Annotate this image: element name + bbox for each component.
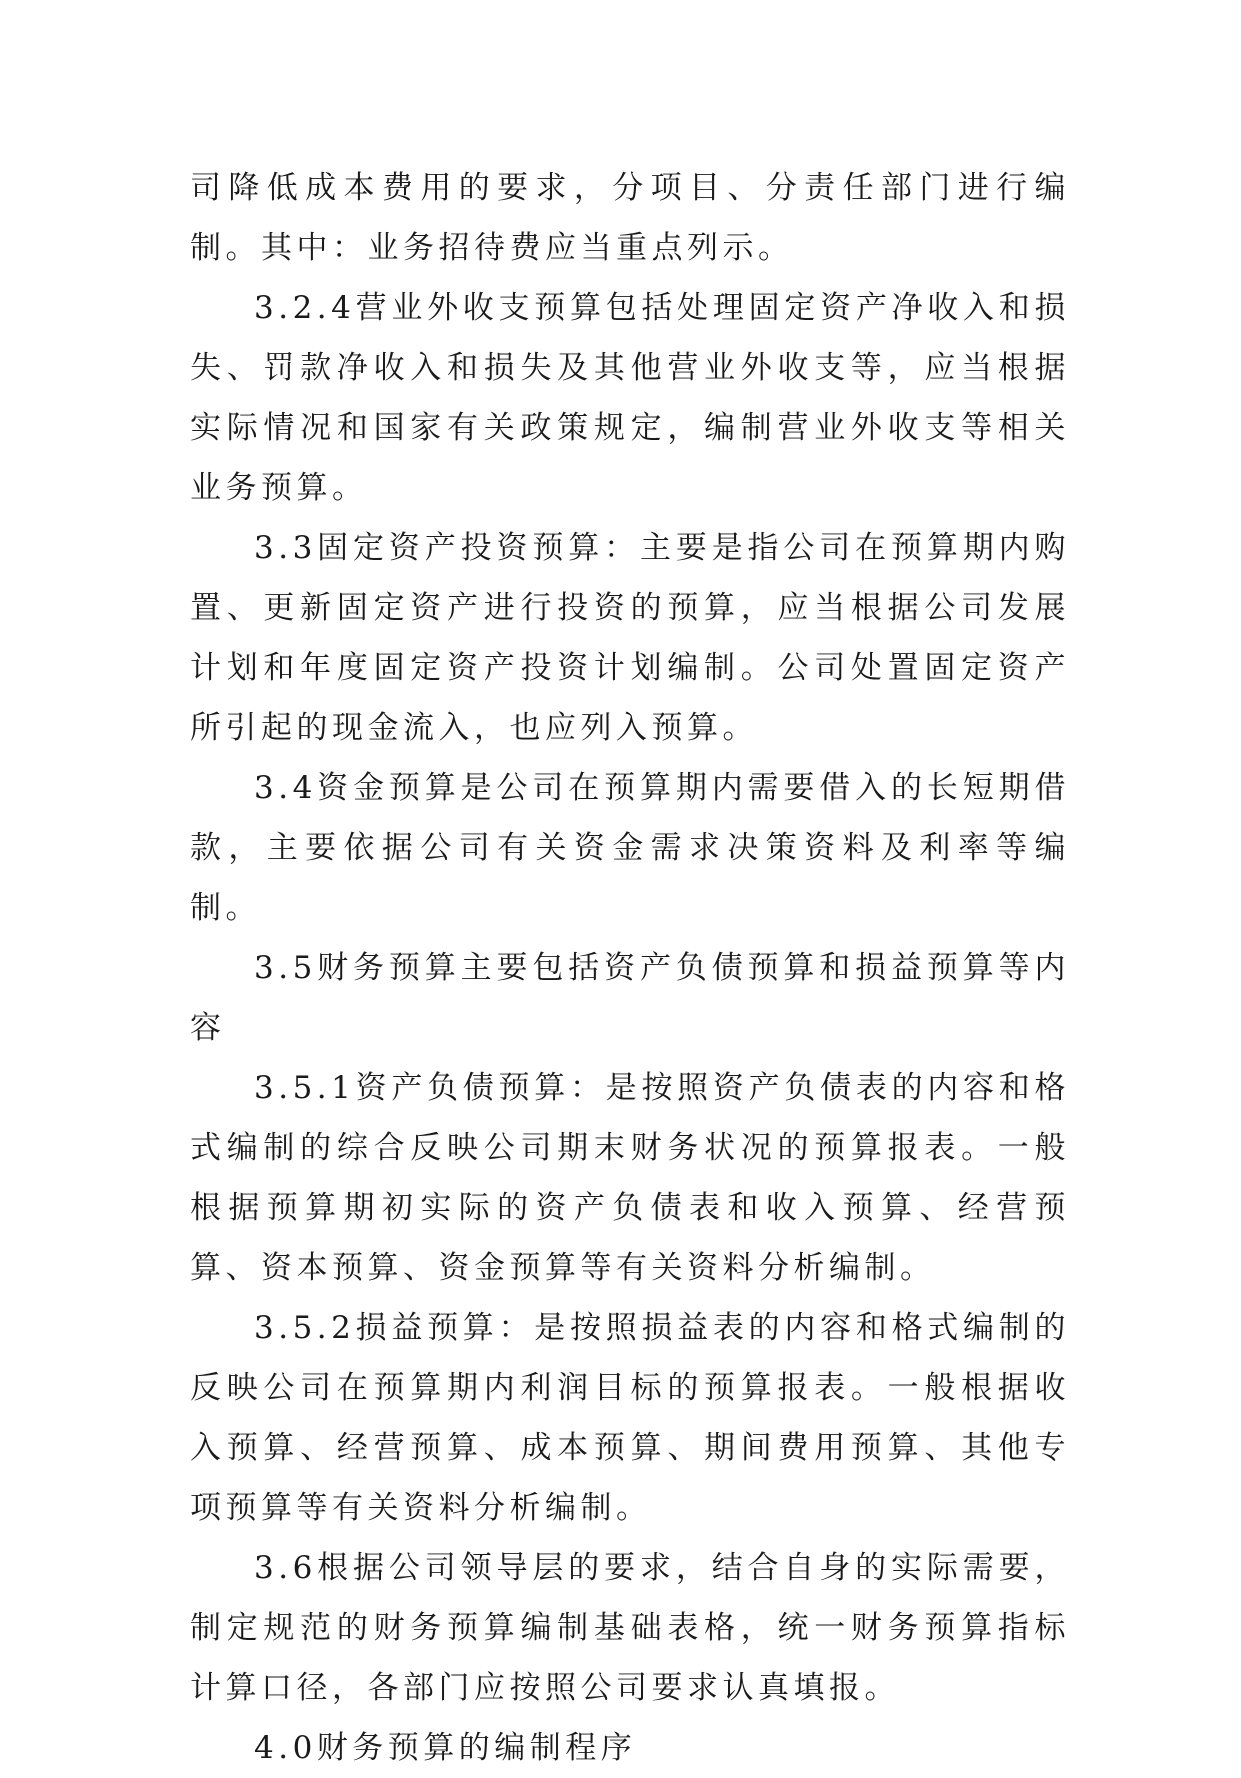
paragraph-3-5: 3.5财务预算主要包括资产负债预算和损益预算等内容 xyxy=(190,950,1070,1046)
paragraph-3-4: 3.4资金预算是公司在预算期内需要借入的长短期借款，主要依据公司有关资金需求决策资料及利率等编制。 xyxy=(190,770,1070,926)
paragraph-3-5-1: 3.5.1资产负债预算：是按照资产负债表的内容和格式编制的综合反映公司期末财务状况的预算报表。一般根据预算期初实际的资产负债表和收入预算、经营预算、资本预算、资金预算等有关资料分析编制。 xyxy=(190,1070,1070,1286)
paragraph-3-2-4: 3.2.4营业外收支预算包括处理固定资产净收入和损失、罚款净收入和损失及其他营业外收支等，应当根据实际情况和国家有关政策规定，编制营业外收支等相关业务预算。 xyxy=(190,290,1070,506)
paragraph-3-5-2: 3.5.2损益预算：是按照损益表的内容和格式编制的反映公司在预算期内利润目标的预算报表。一般根据收入预算、经营预算、成本预算、期间费用预算、其他专项预算等有关资料分析编制。 xyxy=(190,1310,1070,1526)
section-heading-4-0: 4.0财务预算的编制程序 xyxy=(254,1730,637,1766)
paragraph-3-6: 3.6根据公司领导层的要求，结合自身的实际需要，制定规范的财务预算编制基础表格，统一财务预算指标计算口径，各部门应按照公司要求认真填报。 xyxy=(190,1550,1070,1706)
paragraph-3-3: 3.3固定资产投资预算：主要是指公司在预算期内购置、更新固定资产进行投资的预算，应当根据公司发展计划和年度固定资产投资计划编制。公司处置固定资产所引起的现金流入，也应列入预算。 xyxy=(190,530,1070,746)
paragraph-continuation: 司降低成本费用的要求，分项目、分责任部门进行编制。其中：业务招待费应当重点列示。 xyxy=(190,170,1070,266)
document-body xyxy=(190,158,1070,1778)
